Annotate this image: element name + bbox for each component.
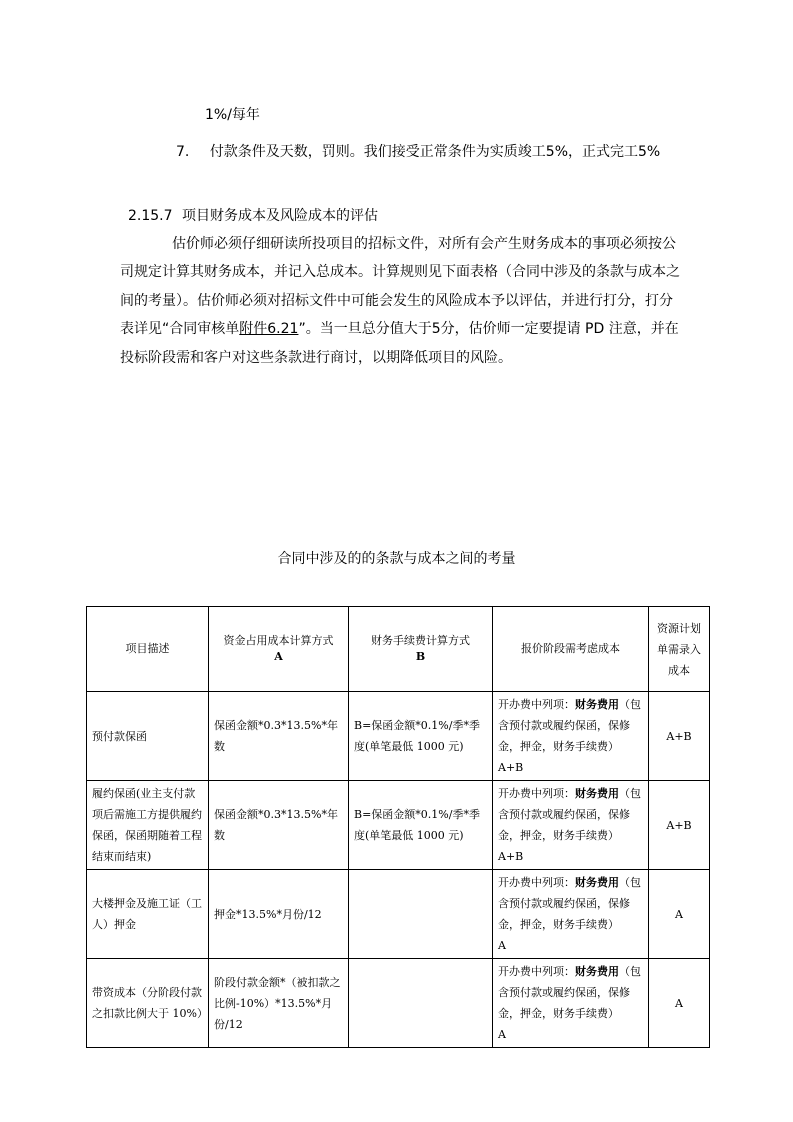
row-fee-cost — [349, 870, 493, 959]
header-capital-cost: 资金占用成本计算方式 A — [209, 607, 349, 692]
row-quote-cost: 开办费中列项：财务费用（包含预付款或履约保函，保修金，押金，财务手续费） A+B — [493, 692, 649, 781]
row-fee-cost — [349, 959, 493, 1048]
table-row — [87, 959, 710, 1048]
row-description: 大楼押金及施工证（工人）押金 — [87, 870, 209, 959]
row-resource: A+B — [649, 781, 710, 870]
row-fee-cost: B=保函金额*0.1%/季*季度(单笔最低 1000 元) — [349, 692, 493, 781]
row-fee-cost: B=保函金额*0.1%/季*季度(单笔最低 1000 元) — [349, 781, 493, 870]
row-resource: A — [649, 870, 710, 959]
row-description: 带资成本（分阶段付款之扣款比例大于 10%） — [87, 959, 209, 1048]
rate-per-year-text: 1%/每年 — [205, 107, 260, 123]
row-capital-cost: 阶段付款金额*（被扣款之比例-10%）*13.5%*月份/12 — [209, 959, 349, 1048]
numbered-item-7 — [176, 142, 660, 162]
row-resource: A+B — [649, 692, 710, 781]
table-title: 合同中涉及的的条款与成本之间的考量 — [277, 551, 516, 567]
body-text-part2: ”。当一旦总分值大于5分，估价师一定要提请 PD 注意，并在投标阶段需和客户对这些条款进行商讨，以期降低项目的风险。 — [120, 321, 679, 366]
row-capital-cost: 保函金额*0.3*13.5%*年数 — [209, 781, 349, 870]
table-header-row — [87, 607, 710, 692]
table-row — [87, 692, 710, 781]
body-text-part1: 估价师必须仔细研读所投项目的招标文件，对所有会产生财务成本的事项必须按公司规定计算其财务成本，并记入总成本。计算规则见下面表格（合同中涉及的条款与成本之间的考量）。估价师必须对招标文件中可能会发生的风险成本予以评估，并进行打分，打分表详见“合同审核单 — [120, 236, 680, 338]
row-capital-cost: 押金*13.5%*月份/12 — [209, 870, 349, 959]
header-fee-cost: 财务手续费计算方式 B — [349, 607, 493, 692]
table-row — [87, 870, 710, 959]
row-quote-cost: 开办费中列项：财务费用（包含预付款或履约保函，保修金，押金，财务手续费） A+B — [493, 781, 649, 870]
header-resource-plan: 资源计划单需录入成本 — [649, 607, 710, 692]
item-number: 7. — [176, 144, 190, 160]
table-row — [87, 781, 710, 870]
row-description: 履约保函(业主支付款项后需施工方提供履约保函，保函期随着工程结束而结束) — [87, 781, 209, 870]
row-description: 预付款保函 — [87, 692, 209, 781]
section-body — [120, 230, 680, 372]
row-resource: A — [649, 959, 710, 1048]
section-heading — [128, 206, 378, 226]
appendix-link[interactable]: 附件6.21 — [239, 321, 299, 338]
item-text: 付款条件及天数，罚则。我们接受正常条件为实质竣工5%，正式完工5% — [209, 144, 661, 160]
cost-consideration-table — [86, 606, 710, 1048]
header-quote-cost: 报价阶段需考虑成本 — [493, 607, 649, 692]
row-capital-cost: 保函金额*0.3*13.5%*年数 — [209, 692, 349, 781]
row-quote-cost: 开办费中列项：财务费用（包含预付款或履约保函，保修金，押金，财务手续费） A — [493, 959, 649, 1048]
section-title: 项目财务成本及风险成本的评估 — [181, 208, 378, 224]
section-number: 2.15.7 — [128, 208, 173, 224]
header-description: 项目描述 — [87, 607, 209, 692]
row-quote-cost: 开办费中列项：财务费用（包含预付款或履约保函，保修金，押金，财务手续费） A — [493, 870, 649, 959]
